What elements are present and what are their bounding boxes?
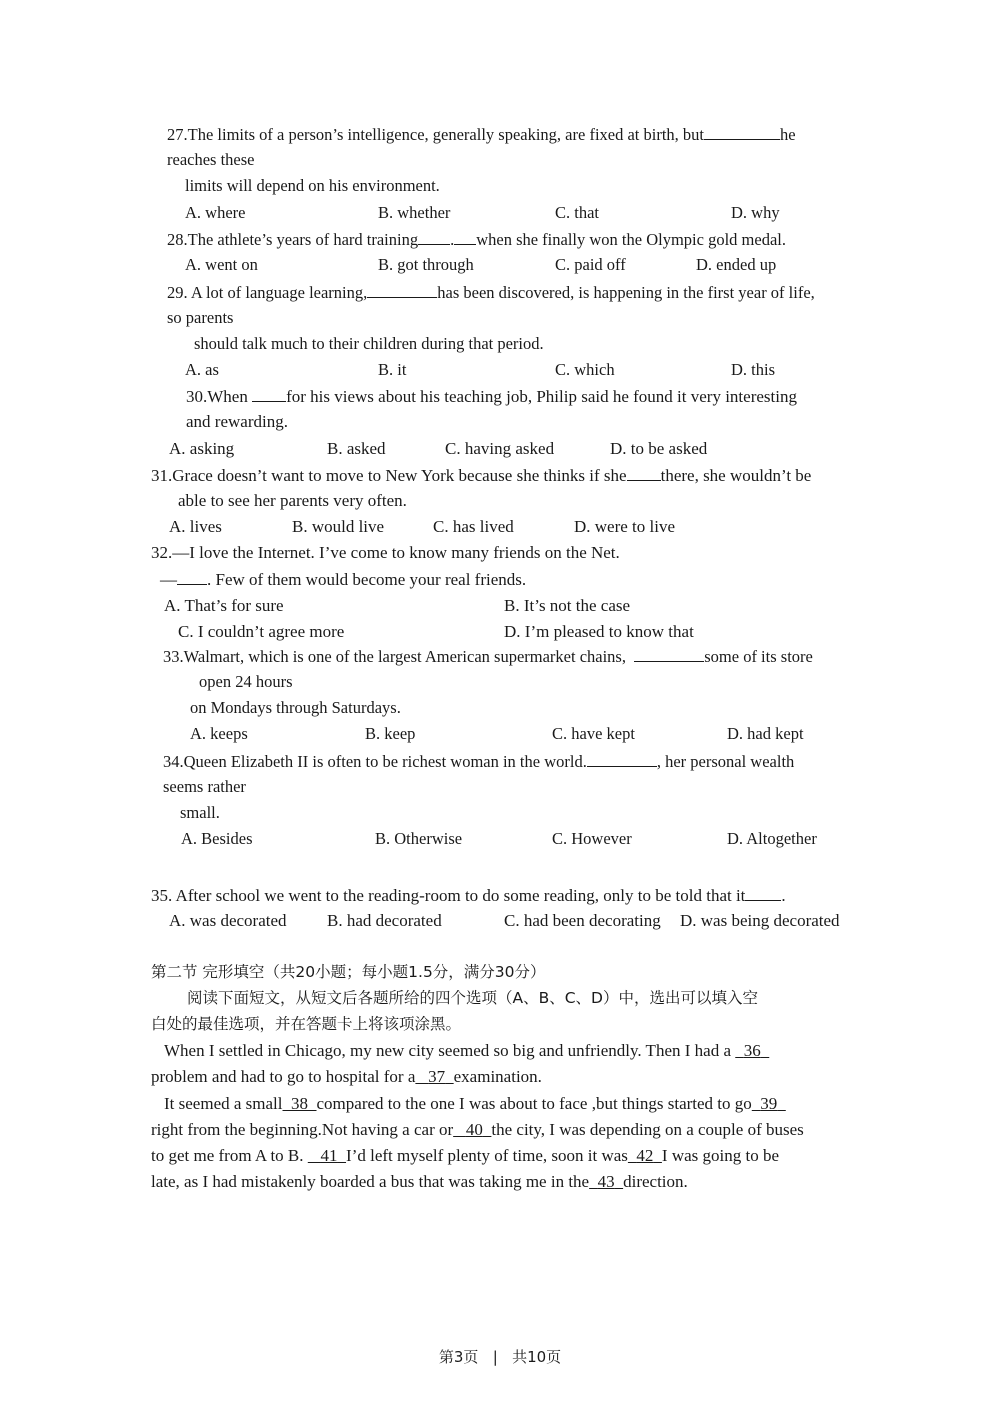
q31-blank [627,462,661,481]
blank-37-number: 37 [428,1067,446,1086]
passage-text: It seemed a small [164,1094,283,1113]
passage-text: examination. [453,1067,542,1086]
passage-text: the city, I was depending on a couple of buses [491,1120,804,1139]
section2-instruction-line1: 阅读下面短文，从短文后各题所给的四个选项（A、B、C、D）中，选出可以填入空 [187,989,758,1007]
passage-line6 [151,1169,688,1195]
blank-43-number: 43 [597,1172,615,1191]
q33-line2: open 24 hours [199,672,293,691]
q35-option-a: A. was decorated [169,911,287,930]
q27-stem-end: he [780,125,796,144]
q30-line1 [186,383,797,410]
q29-stem: 29. A lot of language learning, [167,283,368,302]
page-footer [0,1346,1000,1367]
q31-option-d: D. were to live [574,517,676,536]
q33-option-d: D. had kept [727,724,804,743]
q31-option-b: B. would live [292,517,385,536]
q29-line2: so parents [167,308,234,327]
page-separator: | [492,1348,498,1366]
q29-line3: should talk much to their children during that period. [194,334,544,353]
passage-text: late, as I had mistakenly boarded a bus that was taking me in the [151,1172,590,1191]
q32-dash: — [160,570,177,589]
q27-option-d: D. why [731,203,780,222]
q30-stem-end: for his views about his teaching job, Philip said he found it very interesting [286,387,797,406]
q33-stem: 33.Walmart, which is one of the largest American supermarket chains, [163,647,626,666]
passage-text: I’d left myself plenty of time, soon it was [346,1146,628,1165]
blank-36 [735,1041,769,1060]
q34-blank [587,748,657,767]
passage-line3 [164,1091,786,1117]
q27-line1 [167,121,796,148]
q34-option-b: B. Otherwise [375,829,463,848]
q28-option-a: A. went on [185,255,258,274]
q29-option-c: C. which [555,360,615,379]
blank-38 [283,1094,317,1113]
q35-line1 [151,882,786,909]
q31-stem-end: there, she wouldn’t be [660,466,812,485]
passage-line2 [151,1064,542,1090]
passage-text: When I settled in Chicago, my new city seemed so big and unfriendly. Then I had a [164,1041,731,1060]
q28-stem-end: when she finally won the Olympic gold medal. [476,230,786,249]
q30-option-c: C. having asked [445,439,555,458]
blank-39-number: 39 [760,1094,778,1113]
page-total: 共10页 [512,1348,562,1366]
q35-stem-end: . [781,886,786,905]
q32-blank [177,566,207,585]
q33-option-c: C. have kept [552,724,635,743]
q34-option-a: A. Besides [181,829,253,848]
q32-line2 [160,566,526,593]
q34-option-c: C. However [552,829,632,848]
q28-option-b: B. got through [378,255,474,274]
blank-40 [453,1120,491,1139]
q31-line1 [151,462,811,489]
q30-line2: and rewarding. [186,412,288,431]
q31-option-c: C. has lived [433,517,514,536]
q32-line1: 32.—I love the Internet. I’ve come to know many friends on the Net. [151,543,620,562]
q29-option-b: B. it [378,360,407,379]
q32-option-c: C. I couldn’t agree more [178,622,345,641]
blank-43 [589,1172,623,1191]
q28-blank-dot: . [450,230,455,249]
q35-stem: 35. After school we went to the reading-room to do some reading, only to be told that it [151,886,746,905]
q33-option-a: A. keeps [190,724,248,743]
blank-38-number: 38 [291,1094,308,1113]
q30-option-a: A. asking [169,439,235,458]
q30-stem: 30.When [186,387,248,406]
passage-line5 [151,1143,779,1169]
q29-blank [367,279,437,298]
q29-option-d: D. this [731,360,776,379]
q31-stem: 31.Grace doesn’t want to move to New York because she thinks if she [151,466,627,485]
q29-stem-end: has been discovered, is happening in the first year of life, [437,283,815,302]
blank-36-number: 36 [743,1041,761,1060]
passage-text: I was going to be [661,1146,779,1165]
blank-42-number: 42 [636,1146,654,1165]
passage-text: direction. [623,1172,688,1191]
q33-blank [634,643,704,662]
q27-option-a: A. where [185,203,246,222]
q28-blank-2 [454,226,476,245]
q31-line2: able to see her parents very often. [178,491,407,510]
q28-line1 [167,226,786,253]
q28-blank [418,226,450,245]
q35-option-b: B. had decorated [327,911,442,930]
q29-option-a: A. as [185,360,219,379]
q27-option-c: C. that [555,203,599,222]
blank-40-number: 40 [465,1120,483,1139]
q28-option-d: D. ended up [696,255,777,274]
q30-blank [252,383,286,402]
q34-line2: seems rather [163,777,246,796]
q27-blank [704,121,780,140]
section2-heading: 第二节 完形填空（共20小题；每小题1.5分，满分30分） [151,963,546,981]
q34-line1 [163,748,794,775]
q35-option-d: D. was being decorated [680,911,840,930]
passage-text: compared to the one I was about to face ,but things started to go [316,1094,752,1113]
q33-option-b: B. keep [365,724,416,743]
q28-stem: 28.The athlete’s years of hard training [167,230,419,249]
q34-line3: small. [180,803,220,822]
passage-text: right from the beginning.Not having a car or [151,1120,454,1139]
q33-line3: on Mondays through Saturdays. [190,698,401,717]
passage-line4 [151,1117,804,1143]
q33-stem-end: some of its store [704,647,813,666]
q27-line3: limits will depend on his environment. [185,176,440,195]
q28-option-c: C. paid off [555,255,626,274]
q29-line1 [167,279,815,306]
q30-option-b: B. asked [327,439,386,458]
q35-option-c: C. had been decorating [504,911,661,930]
q27-line2: reaches these [167,150,255,169]
q32-option-a: A. That’s for sure [164,596,284,615]
q32-option-b: B. It’s not the case [504,596,631,615]
page-number: 第3页 [438,1348,479,1366]
blank-42 [628,1146,662,1165]
q34-option-d: D. Altogether [727,829,817,848]
q32-option-d: D. I’m pleased to know that [504,622,694,641]
q32-stem-end: . Few of them would become your real friends. [207,570,527,589]
q30-option-d: D. to be asked [610,439,708,458]
blank-37 [415,1067,453,1086]
q34-stem-end: , her personal wealth [656,752,795,771]
blank-41 [308,1146,346,1165]
blank-41-number: 41 [320,1146,338,1165]
q33-line1 [163,643,813,670]
passage-line1 [164,1038,769,1064]
q27-stem: 27.The limits of a person’s intelligence, generally speaking, are fixed at birth, but [167,125,705,144]
passage-text: problem and had to go to hospital for a [151,1067,416,1086]
blank-39 [752,1094,786,1113]
section2-instruction-line2: 白处的最佳选项，并在答题卡上将该项涂黑。 [151,1015,462,1033]
q31-option-a: A. lives [169,517,222,536]
q35-blank [745,882,781,901]
q27-option-b: B. whether [378,203,451,222]
q34-stem: 34.Queen Elizabeth II is often to be richest woman in the world. [163,752,587,771]
passage-text: to get me from A to B. [151,1146,304,1165]
